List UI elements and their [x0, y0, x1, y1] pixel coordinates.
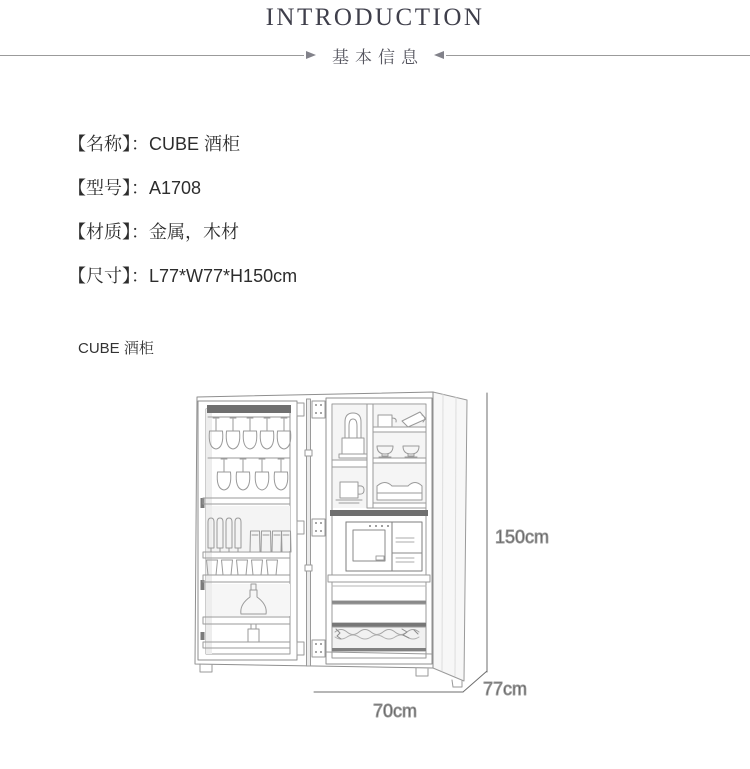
spec-row — [68, 178, 297, 198]
spec-row — [68, 266, 297, 286]
figure — [170, 380, 550, 730]
divider-line-left — [0, 55, 304, 56]
spec-list — [68, 134, 297, 310]
spec-label: 【材质】： — [68, 222, 149, 242]
door-top-bar — [207, 405, 291, 413]
figure-caption: CUBE 酒柜 — [78, 340, 154, 357]
arrow-right-icon — [306, 51, 316, 59]
spec-value: 金属，木材 — [149, 222, 239, 242]
divider-line-right — [446, 55, 750, 56]
spec-label: 【名称】： — [68, 134, 149, 154]
spec-label: 【型号】： — [68, 178, 149, 198]
spec-value: L77*W77*H150cm — [149, 266, 298, 286]
dimension-label-height: 150cm — [495, 527, 550, 547]
dimension-label-depth: 77cm — [483, 679, 528, 699]
spec-label: 【尺寸】： — [68, 266, 149, 286]
section-subtitle: 基本信息 — [332, 47, 424, 67]
arrow-left-icon — [434, 51, 444, 59]
spec-value: CUBE 酒柜 — [149, 134, 241, 154]
section-divider — [0, 46, 750, 67]
spec-row — [68, 134, 297, 154]
spec-value: A1708 — [149, 178, 202, 198]
page-title: INTRODUCTION — [265, 4, 485, 31]
spec-row — [68, 222, 297, 242]
cabinet-illustration — [170, 380, 550, 730]
dimension-label-width: 70cm — [373, 701, 418, 721]
